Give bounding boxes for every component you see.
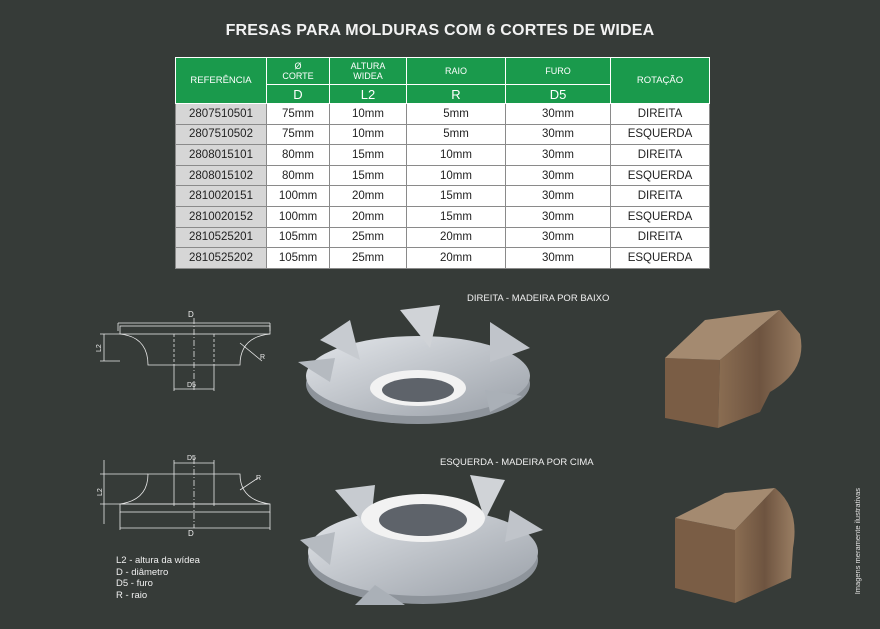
table-row	[176, 124, 710, 145]
table-cell: ESQUERDA	[611, 206, 710, 227]
table-cell: 25mm	[330, 248, 407, 269]
header-cell: ROTAÇÃO	[611, 58, 710, 104]
dimension-l2-label: L2	[96, 344, 103, 352]
table-row	[176, 145, 710, 166]
header-symbol: R	[407, 85, 506, 104]
table-cell: 80mm	[267, 145, 330, 166]
legend-item: L2 - altura da wídea	[116, 555, 200, 566]
table-cell: 20mm	[330, 206, 407, 227]
technical-drawing-right	[90, 303, 290, 403]
legend-item: D5 - furo	[116, 578, 153, 589]
section-label-left: ESQUERDA - MADEIRA POR CIMA	[440, 457, 594, 468]
header-cell: ALTURA WIDEA	[330, 58, 407, 85]
table-cell: 30mm	[506, 248, 611, 269]
dimension-d5-label: D5	[187, 382, 196, 389]
table-cell: 15mm	[330, 165, 407, 186]
table-cell: 105mm	[267, 227, 330, 248]
dimension-r-label: R	[256, 475, 262, 482]
wood-profile-left	[665, 478, 815, 608]
side-note: Imagens meramente ilustrativas	[853, 488, 862, 595]
header-cell: RAIO	[407, 58, 506, 85]
table-cell: 20mm	[330, 186, 407, 207]
table-cell: 75mm	[267, 124, 330, 145]
header-symbol: D	[267, 85, 330, 104]
reference-cell: 2810020152	[176, 206, 267, 227]
table-row	[176, 165, 710, 186]
wood-profile-right	[660, 300, 810, 430]
reference-cell: 2810020151	[176, 186, 267, 207]
technical-drawing-left	[90, 450, 290, 540]
table-cell: 20mm	[407, 248, 506, 269]
reference-cell: 2807510502	[176, 124, 267, 145]
section-label-right: DIREITA - MADEIRA POR BAIXO	[467, 293, 610, 304]
table-cell: DIREITA	[611, 145, 710, 166]
table-cell: 5mm	[407, 104, 506, 125]
table-row	[176, 227, 710, 248]
table-cell: ESQUERDA	[611, 248, 710, 269]
header-cell: FURO	[506, 58, 611, 85]
specs-table	[175, 57, 710, 269]
table-row	[176, 248, 710, 269]
table-cell: 80mm	[267, 165, 330, 186]
cutter-image-right	[290, 300, 540, 430]
table-cell: 30mm	[506, 124, 611, 145]
table-cell: 5mm	[407, 124, 506, 145]
table-row	[176, 206, 710, 227]
cutter-image-left	[295, 470, 545, 610]
table-body	[176, 104, 710, 269]
table-cell: 15mm	[407, 186, 506, 207]
dimension-r-label: R	[260, 354, 266, 361]
table-cell: 100mm	[267, 206, 330, 227]
reference-cell: 2810525201	[176, 227, 267, 248]
table-cell: 15mm	[407, 206, 506, 227]
table-cell: 30mm	[506, 206, 611, 227]
table-cell: DIREITA	[611, 104, 710, 125]
header-symbol: L2	[330, 85, 407, 104]
table-cell: 30mm	[506, 104, 611, 125]
table-cell: DIREITA	[611, 186, 710, 207]
table-cell: 100mm	[267, 186, 330, 207]
table-cell: 10mm	[407, 145, 506, 166]
table-cell: 30mm	[506, 145, 611, 166]
dimension-l2-label: L2	[97, 488, 104, 496]
reference-cell: 2807510501	[176, 104, 267, 125]
table-cell: 10mm	[330, 124, 407, 145]
page-title: FRESAS PARA MOLDURAS COM 6 CORTES DE WIDEA	[225, 22, 655, 39]
table-cell: 105mm	[267, 248, 330, 269]
table-cell: 30mm	[506, 186, 611, 207]
legend-item: D - diâmetro	[116, 566, 169, 578]
reference-cell: 2808015102	[176, 165, 267, 186]
table-header	[176, 58, 710, 104]
reference-cell: 2810525202	[176, 248, 267, 269]
table-row	[176, 104, 710, 125]
table-cell: 10mm	[330, 104, 407, 125]
table-cell: 20mm	[407, 227, 506, 248]
table-cell: ESQUERDA	[611, 124, 710, 145]
table-cell: 25mm	[330, 227, 407, 248]
reference-cell: 2808015101	[176, 145, 267, 166]
header-cell: REFERÊNCIA	[176, 58, 267, 104]
legend-item: R - raio	[116, 589, 148, 601]
table-cell: 75mm	[267, 104, 330, 125]
table-cell: 10mm	[407, 165, 506, 186]
table-cell: 15mm	[330, 145, 407, 166]
table-row	[176, 186, 710, 207]
header-cell: Ø CORTE	[267, 58, 330, 85]
header-symbol: D5	[506, 85, 611, 104]
table-cell: DIREITA	[611, 227, 710, 248]
legend	[116, 555, 200, 601]
table-cell: ESQUERDA	[611, 165, 710, 186]
dimension-d-label: D	[188, 310, 194, 319]
table-cell: 30mm	[506, 227, 611, 248]
table-cell: 30mm	[506, 165, 611, 186]
dimension-d-label: D	[188, 529, 194, 538]
dimension-d5-label: D5	[187, 455, 196, 462]
